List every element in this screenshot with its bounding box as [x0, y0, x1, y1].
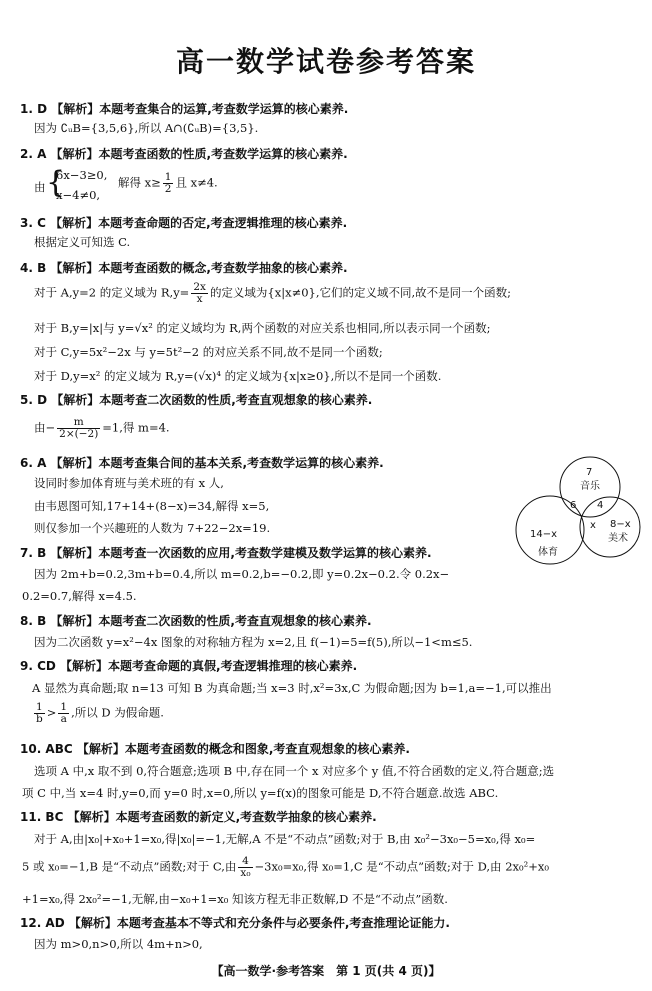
q2-heading: 2. A 【解析】本题考查函数的性质,考查数学运算的核心素养.	[20, 147, 348, 161]
q1-line1: 因为 ∁ᵤB={3,5,6},所以 A∩(∁ᵤB)={3,5}.	[34, 121, 259, 135]
q7-line2: 0.2=0.7,解得 x=4.5.	[22, 589, 137, 603]
q8-line1: 因为二次函数 y=x²−4x 图象的对称轴方程为 x=2,且 f(−1)=5=f(5),所以−1<m≤5.	[34, 635, 473, 649]
venn-music-sport: 6	[570, 500, 577, 511]
venn-sport-art: x	[590, 520, 596, 531]
q2-system	[34, 166, 334, 206]
venn-sport-label: 体育	[538, 547, 558, 558]
q9-heading: 9. CD 【解析】本题考查命题的真假,考查逻辑推理的核心素养.	[20, 659, 358, 673]
page-footer: 【高一数学·参考答案 第 1 页(共 4 页)】	[211, 964, 441, 978]
q11-line3: +1=x₀,得 2x₀²=−1,无解,由−x₀+1=x₀ 知该方程无非正数解,D 不是“不动点”函数.	[22, 892, 448, 906]
q10-line1: 选项 A 中,x 取不到 0,符合题意;选项 B 中,存在同一个 x 对应多个 y 值,不符合函数的定义,符合题意;选	[34, 764, 555, 778]
q9-line2: $\frac{1}{b}$ > $\frac{1}{a}$ ,所以 D 为假命题.	[36, 701, 164, 725]
q2-row2: x−4≠0,	[56, 188, 101, 202]
venn-music-art: 4	[597, 500, 604, 511]
q6-line3: 则仅参加一个兴趣班的人数为 7+22−2x=19.	[34, 521, 271, 535]
q12-line1: 因为 m>0,n>0,所以 4m+n>0,	[34, 937, 203, 951]
q5-line1: 由− $\frac{m}{2\times(-2)}$ =1,得 m=4.	[34, 416, 170, 440]
q7-heading: 7. B 【解析】本题考查一次函数的应用,考查数学建模及数学运算的核心素养.	[20, 546, 432, 560]
q3-heading: 3. C 【解析】本题考查命题的否定,考查逻辑推理的核心素养.	[20, 216, 348, 230]
q8-heading: 8. B 【解析】本题考查二次函数的性质,考查直观想象的核心素养.	[20, 614, 372, 628]
venn-music-label: 音乐	[580, 481, 600, 492]
q2-pre: 由	[34, 180, 46, 194]
q11-heading: 11. BC 【解析】本题考查函数的新定义,考查数学抽象的核心素养.	[20, 810, 377, 824]
venn-diagram	[510, 455, 645, 570]
q9-line1: A 显然为真命题;取 n=13 可知 B 为真命题;当 x=3 时,x²=3x,C 为假命题;因为 b=1,a=−1,可以推出	[32, 681, 552, 695]
q2-row1: 6x−3≥0,	[56, 168, 108, 182]
q12-heading: 12. AD 【解析】本题考查基本不等式和充分条件与必要条件,考查推理论证能力.	[20, 916, 450, 930]
q5-heading: 5. D 【解析】本题考查二次函数的性质,考查直观想象的核心素养.	[20, 393, 373, 407]
q4-heading: 4. B 【解析】本题考查函数的概念,考查数学抽象的核心素养.	[20, 261, 348, 275]
q6-line1: 设同时参加体育班与美术班的有 x 人,	[34, 476, 224, 490]
venn-sport-value: 14−x	[530, 529, 558, 540]
q2-result: 解得 x≥ $\frac{1}{2}$ 且 x≠4.	[118, 171, 218, 195]
q3-line1: 根据定义可知选 C.	[34, 235, 131, 249]
q10-heading: 10. ABC 【解析】本题考查函数的概念和图象,考查直观想象的核心素养.	[20, 742, 410, 756]
page-title: 高一数学试卷参考答案	[175, 45, 476, 78]
venn-art-label: 美术	[608, 533, 628, 544]
q10-line2: 项 C 中,当 x=4 时,y=0,而 y=0 时,x=0,所以 y=f(x)的图象可能是 D,不符合题意.故选 ABC.	[22, 786, 499, 800]
q4-line1: 对于 A,y=2 的定义域为 R,y= $\frac{2x}{x}$ 的定义域为{x|x≠0},它们的定义域不同,故不是同一个函数;	[34, 281, 512, 305]
venn-music-value: 7	[586, 467, 593, 478]
q2-brace: {	[46, 165, 66, 200]
q7-line1: 因为 2m+b=0.2,3m+b=0.4,所以 m=0.2,b=−0.2,即 y=0.2x−0.2.令 0.2x−	[34, 567, 450, 581]
q4-line4: 对于 D,y=x² 的定义域为 R,y=(√x)⁴ 的定义域为{x|x≥0},所以不是同一个函数.	[34, 369, 442, 383]
q6-line2: 由韦恩图可知,17+14+(8−x)=34,解得 x=5,	[34, 499, 270, 513]
q6-heading: 6. A 【解析】本题考查集合间的基本关系,考查数学运算的核心素养.	[20, 456, 384, 470]
q4-line2: 对于 B,y=|x|与 y=√x² 的定义域均为 R,两个函数的对应关系也相同,所以表示同一个函数;	[34, 321, 491, 335]
q11-line2: 5 或 x₀=−1,B 是“不动点”函数;对于 C,由 $\frac{4}{\text{x₀}}$ −3x₀=x₀,得 x₀=1,C 是“不动点”函数;对于 D,由 2x₀²+x₀	[22, 855, 549, 879]
q4-line3: 对于 C,y=5x²−2x 与 y=5t²−2 的对应关系不同,故不是同一个函数;	[34, 345, 383, 359]
venn-art-value: 8−x	[610, 519, 631, 530]
q1-heading: 1. D 【解析】本题考查集合的运算,考查数学运算的核心素养.	[20, 102, 349, 116]
q11-line1: 对于 A,由|x₀|+x₀+1=x₀,得|x₀|=−1,无解,A 不是“不动点”函数;对于 B,由 x₀²−3x₀−5=x₀,得 x₀=	[34, 832, 536, 846]
